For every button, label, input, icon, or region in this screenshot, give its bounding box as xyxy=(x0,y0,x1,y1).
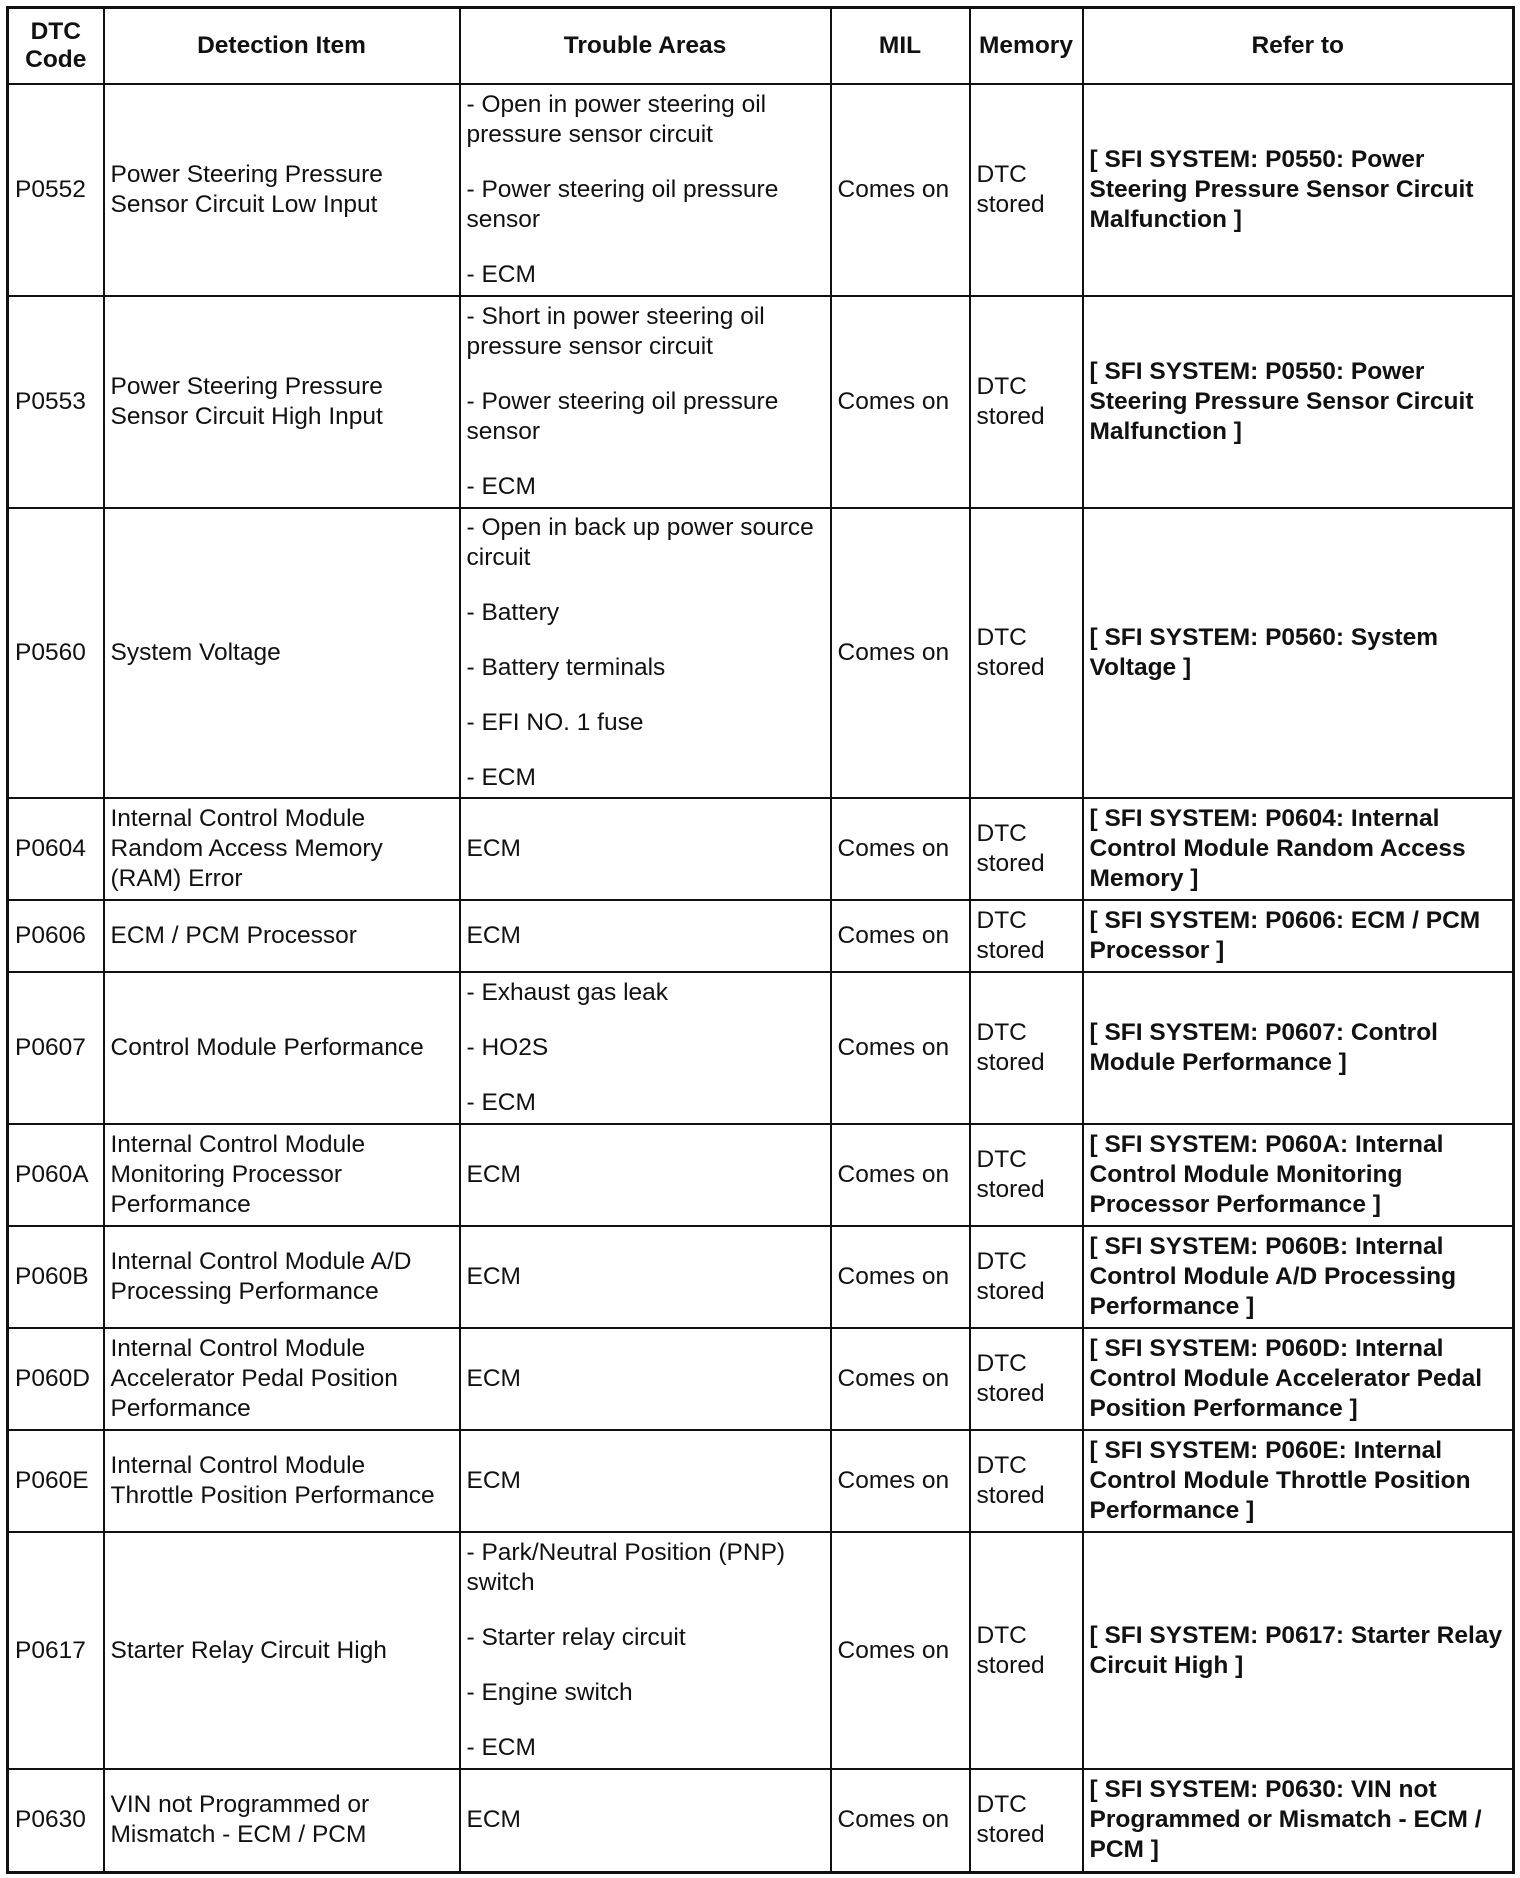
refer-to-cell: [ SFI SYSTEM: P0550: Power Steering Pressure Sensor Circuit Malfunction ] xyxy=(1083,84,1514,296)
trouble-areas-list xyxy=(467,1466,824,1496)
table-body xyxy=(8,84,1514,1872)
table-row xyxy=(8,1226,1514,1328)
trouble-area-item: - ECM xyxy=(466,473,536,500)
table-row xyxy=(8,798,1514,900)
header-detection-item: Detection Item xyxy=(104,8,460,85)
trouble-areas-cell xyxy=(460,972,831,1124)
trouble-areas-cell xyxy=(460,1226,831,1328)
trouble-areas-cell xyxy=(460,508,831,798)
table-row xyxy=(8,508,1514,798)
mil-cell: Comes on xyxy=(831,1124,970,1226)
mil-cell: Comes on xyxy=(831,84,970,296)
header-memory: Memory xyxy=(970,8,1083,85)
header-refer-to: Refer to xyxy=(1083,8,1514,85)
trouble-area-item: - Engine switch xyxy=(466,1679,633,1706)
mil-cell: Comes on xyxy=(831,1226,970,1328)
memory-cell: DTC stored xyxy=(970,84,1083,296)
detection-item-cell: Power Steering Pressure Sensor Circuit High Input xyxy=(104,296,460,508)
header-dtc-code: DTC Code xyxy=(8,8,104,85)
table-row xyxy=(8,1532,1514,1769)
refer-to-cell: [ SFI SYSTEM: P060A: Internal Control Module Monitoring Processor Performance ] xyxy=(1083,1124,1514,1226)
trouble-areas-list xyxy=(467,921,824,951)
trouble-areas-list xyxy=(467,1538,824,1763)
refer-to-cell: [ SFI SYSTEM: P060E: Internal Control Module Throttle Position Performance ] xyxy=(1083,1430,1514,1532)
trouble-area-item: - ECM xyxy=(466,261,536,288)
refer-to-cell: [ SFI SYSTEM: P0550: Power Steering Pressure Sensor Circuit Malfunction ] xyxy=(1083,296,1514,508)
trouble-area-item: ECM xyxy=(466,1806,521,1834)
trouble-area-item: - Battery xyxy=(466,599,560,626)
mil-cell: Comes on xyxy=(831,900,970,972)
table-row xyxy=(8,1124,1514,1226)
memory-cell: DTC stored xyxy=(970,1430,1083,1532)
refer-to-cell: [ SFI SYSTEM: P0560: System Voltage ] xyxy=(1083,508,1514,798)
trouble-areas-cell xyxy=(460,296,831,508)
mil-cell: Comes on xyxy=(831,1532,970,1769)
mil-cell: Comes on xyxy=(831,1769,970,1872)
memory-cell: DTC stored xyxy=(970,900,1083,972)
trouble-area-item: - Short in power steering oil pressure sensor circuit xyxy=(466,303,765,360)
header-trouble-areas: Trouble Areas xyxy=(460,8,831,85)
trouble-areas-cell xyxy=(460,1328,831,1430)
trouble-area-item: ECM xyxy=(466,1365,521,1392)
trouble-areas-list xyxy=(467,1262,824,1292)
dtc-table xyxy=(6,6,1515,1874)
trouble-area-item: - EFI NO. 1 fuse xyxy=(466,709,644,736)
trouble-areas-list xyxy=(467,1805,824,1835)
memory-cell: DTC stored xyxy=(970,1769,1083,1872)
trouble-area-item: - HO2S xyxy=(466,1034,549,1061)
detection-item-cell: Power Steering Pressure Sensor Circuit Low Input xyxy=(104,84,460,296)
memory-cell: DTC stored xyxy=(970,972,1083,1124)
memory-cell: DTC stored xyxy=(970,1226,1083,1328)
trouble-area-item: - Open in power steering oil pressure sensor circuit xyxy=(466,91,767,148)
dtc-code-cell: P060B xyxy=(8,1226,104,1328)
trouble-area-item: - ECM xyxy=(466,764,536,791)
trouble-area-item: ECM xyxy=(466,1263,521,1290)
dtc-code-cell: P060D xyxy=(8,1328,104,1430)
refer-to-cell: [ SFI SYSTEM: P0606: ECM / PCM Processor ] xyxy=(1083,900,1514,972)
table-row xyxy=(8,1430,1514,1532)
detection-item-cell: Internal Control Module A/D Processing Performance xyxy=(104,1226,460,1328)
trouble-area-item: - Exhaust gas leak xyxy=(466,979,669,1006)
trouble-areas-cell xyxy=(460,1430,831,1532)
refer-to-cell: [ SFI SYSTEM: P0630: VIN not Programmed or Mismatch - ECM / PCM ] xyxy=(1083,1769,1514,1872)
trouble-area-item: ECM xyxy=(466,1467,521,1494)
detection-item-cell: Internal Control Module Random Access Memory (RAM) Error xyxy=(104,798,460,900)
detection-item-cell: ECM / PCM Processor xyxy=(104,900,460,972)
dtc-code-cell: P060A xyxy=(8,1124,104,1226)
trouble-areas-cell xyxy=(460,1769,831,1872)
dtc-code-cell: P0617 xyxy=(8,1532,104,1769)
table-header-row xyxy=(8,8,1514,85)
memory-cell: DTC stored xyxy=(970,798,1083,900)
table-row xyxy=(8,900,1514,972)
memory-cell: DTC stored xyxy=(970,1532,1083,1769)
trouble-area-item: - Open in back up power source circuit xyxy=(466,514,814,571)
trouble-areas-cell xyxy=(460,84,831,296)
refer-to-cell: [ SFI SYSTEM: P0607: Control Module Performance ] xyxy=(1083,972,1514,1124)
mil-cell: Comes on xyxy=(831,296,970,508)
refer-to-cell: [ SFI SYSTEM: P0617: Starter Relay Circuit High ] xyxy=(1083,1532,1514,1769)
trouble-area-item: - Battery terminals xyxy=(466,654,666,681)
dtc-code-cell: P0560 xyxy=(8,508,104,798)
dtc-code-cell: P0606 xyxy=(8,900,104,972)
table-row xyxy=(8,296,1514,508)
mil-cell: Comes on xyxy=(831,972,970,1124)
trouble-area-item: - ECM xyxy=(466,1089,536,1116)
refer-to-cell: [ SFI SYSTEM: P060D: Internal Control Module Accelerator Pedal Position Performance ] xyxy=(1083,1328,1514,1430)
mil-cell: Comes on xyxy=(831,798,970,900)
trouble-area-item: ECM xyxy=(466,835,521,862)
table-row xyxy=(8,84,1514,296)
dtc-code-cell: P0604 xyxy=(8,798,104,900)
trouble-area-item: - Park/Neutral Position (PNP) switch xyxy=(466,1539,786,1596)
refer-to-cell: [ SFI SYSTEM: P0604: Internal Control Module Random Access Memory ] xyxy=(1083,798,1514,900)
dtc-code-cell: P0552 xyxy=(8,84,104,296)
table-row xyxy=(8,1769,1514,1872)
trouble-area-item: - ECM xyxy=(466,1734,536,1761)
detection-item-cell: System Voltage xyxy=(104,508,460,798)
detection-item-cell: Internal Control Module Monitoring Processor Performance xyxy=(104,1124,460,1226)
detection-item-cell: VIN not Programmed or Mismatch - ECM / PCM xyxy=(104,1769,460,1872)
memory-cell: DTC stored xyxy=(970,296,1083,508)
trouble-areas-cell xyxy=(460,1532,831,1769)
trouble-areas-list xyxy=(467,1364,824,1394)
trouble-areas-cell xyxy=(460,900,831,972)
refer-to-cell: [ SFI SYSTEM: P060B: Internal Control Module A/D Processing Performance ] xyxy=(1083,1226,1514,1328)
mil-cell: Comes on xyxy=(831,1430,970,1532)
trouble-area-item: - Power steering oil pressure sensor xyxy=(466,176,779,233)
dtc-code-cell: P0607 xyxy=(8,972,104,1124)
dtc-code-cell: P060E xyxy=(8,1430,104,1532)
trouble-areas-list xyxy=(467,90,824,290)
trouble-areas-list xyxy=(467,834,824,864)
trouble-areas-list xyxy=(467,513,824,793)
trouble-area-item: - Starter relay circuit xyxy=(466,1624,686,1651)
memory-cell: DTC stored xyxy=(970,508,1083,798)
table-row xyxy=(8,1328,1514,1430)
mil-cell: Comes on xyxy=(831,508,970,798)
dtc-code-cell: P0630 xyxy=(8,1769,104,1872)
detection-item-cell: Starter Relay Circuit High xyxy=(104,1532,460,1769)
mil-cell: Comes on xyxy=(831,1328,970,1430)
memory-cell: DTC stored xyxy=(970,1124,1083,1226)
trouble-areas-cell xyxy=(460,798,831,900)
detection-item-cell: Control Module Performance xyxy=(104,972,460,1124)
table-row xyxy=(8,972,1514,1124)
header-mil: MIL xyxy=(831,8,970,85)
trouble-areas-list xyxy=(467,302,824,502)
trouble-area-item: - Power steering oil pressure sensor xyxy=(466,388,779,445)
trouble-areas-cell xyxy=(460,1124,831,1226)
trouble-areas-list xyxy=(467,978,824,1118)
trouble-area-item: ECM xyxy=(466,1161,521,1188)
trouble-areas-list xyxy=(467,1160,824,1190)
memory-cell: DTC stored xyxy=(970,1328,1083,1430)
dtc-code-cell: P0553 xyxy=(8,296,104,508)
trouble-area-item: ECM xyxy=(466,922,521,949)
detection-item-cell: Internal Control Module Throttle Position Performance xyxy=(104,1430,460,1532)
detection-item-cell: Internal Control Module Accelerator Pedal Position Performance xyxy=(104,1328,460,1430)
